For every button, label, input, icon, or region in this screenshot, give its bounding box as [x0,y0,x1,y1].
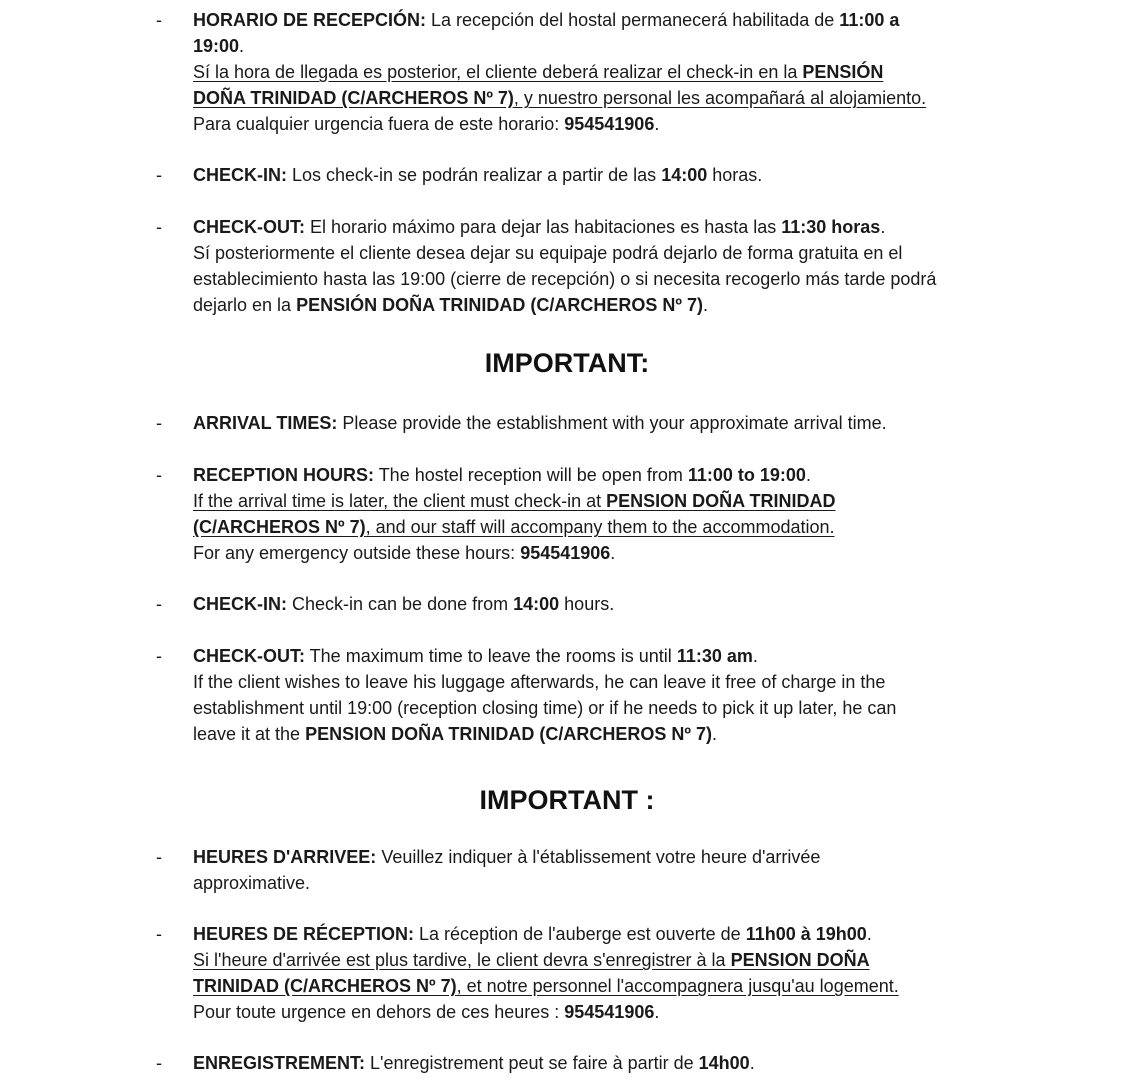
es-checkout-item: CHECK-OUT: El horario máximo para dejar las habitaciones es hasta las 11:30 horas. Sí posteriormente el cliente desea dejar su equipaje podrá dejarlo de forma gratuita en el establecimiento hasta las 19:00 (cierre de recepción) o si necesita recogerlo más tarde podrá dejarlo en la PENSIÓN DOÑA TRINIDAD (C/ARCHEROS Nº 7). [193,217,937,315]
fr-arrival-item: HEURES D'ARRIVEE: Veuillez indiquer à l'établissement votre heure d'arrivée approximative. [193,847,821,893]
bullet: - [156,594,162,614]
fr-reception-label: HEURES DE RÉCEPTION: [193,924,415,944]
bullet: - [156,924,162,944]
es-emergency-line: Para cualquier urgencia fuera de este horario: 954541906. [193,114,660,134]
es-late-arrival-note: Sí la hora de llegada es posterior, el cliente deberá realizar el check-in en la PENSIÓN [193,62,884,82]
bullet: - [156,165,162,185]
en-reception-item: RECEPTION HOURS: The hostel reception will be open from 11:00 to 19:00. If the arrival time is later, the client must check-in at PENSION DOÑA TRINIDAD (C/ARCHEROS Nº 7), and our staff will accompany them to the accommodation. For any emergency outside these hours: 954541906. [193,462,1093,566]
english-heading: IMPORTANT: [484,348,650,378]
es-checkin-label: CHECK-IN: [193,165,287,185]
bullet: - [156,217,162,237]
fr-checkin-item: ENREGISTREMENT: L'enregistrement peut se faire à partir de 14h00. [193,1053,755,1073]
bullet: - [156,413,162,433]
en-arrival-label: ARRIVAL TIMES: [193,413,338,433]
en-checkout-label: CHECK-OUT: [193,646,305,666]
bullet: - [156,847,162,867]
es-checkin-item: CHECK-IN: Los check-in se podrán realizar a partir de las 14:00 horas. [193,165,763,185]
en-emergency-line: For any emergency outside these hours: 954541906. [193,543,616,563]
fr-reception-item: HEURES DE RÉCEPTION: La réception de l'auberge est ouverte de 11h00 à 19h00. Si l'heure d'arrivée est plus tardive, le client devra s'enregistrer à la PENSION DOÑA TRINIDAD (C/ARCHEROS Nº 7), et notre personnel l'accompagnera jusqu'au logement. Pour toute urgence en dehors de ces heures : 954541906. [193,921,1093,1025]
en-emergency-phone: 954541906 [520,543,611,563]
fr-emergency-line: Pour toute urgence en dehors de ces heures : 954541906. [193,1002,660,1022]
fr-checkin-label: ENREGISTREMENT: [193,1053,366,1073]
es-reception-hours: 11:00 a [839,10,900,30]
en-checkout-item: CHECK-OUT: The maximum time to leave the rooms is until 11:30 am. If the client wishes to leave his luggage afterwards, he can leave it free of charge in the establishment until 19:00 (reception closing time) or if he needs to pick it up later, he can leave it at the PENSION DOÑA TRINIDAD (C/ARCHEROS Nº 7). [193,646,897,744]
fr-emergency-phone: 954541906 [564,1002,655,1022]
es-reception-label: HORARIO DE RECEPCIÓN: [193,10,427,30]
en-late-arrival-note: If the arrival time is later, the client must check-in at PENSION DOÑA TRINIDAD [193,491,836,511]
en-checkin-label: CHECK-IN: [193,594,287,614]
bullet: - [156,465,162,485]
es-checkout-label: CHECK-OUT: [193,217,305,237]
en-arrival-item: ARRIVAL TIMES: Please provide the establishment with your approximate arrival time. [193,413,887,433]
french-heading: IMPORTANT : [479,785,655,815]
bullet: - [156,10,162,30]
en-checkin-item: CHECK-IN: Check-in can be done from 14:00 hours. [193,594,615,614]
en-reception-label: RECEPTION HOURS: [193,465,375,485]
fr-late-arrival-note: Si l'heure d'arrivée est plus tardive, le client devra s'enregistrer à la PENSION DOÑA [193,950,870,970]
fr-arrival-label: HEURES D'ARRIVEE: [193,847,377,867]
bullet: - [156,1053,162,1073]
bullet: - [156,646,162,666]
es-reception-item: HORARIO DE RECEPCIÓN: La recepción del hostal permanecerá habilitada de 11:00 a 19:00. Sí la hora de llegada es posterior, el cliente deberá realizar el check-in en la PENSIÓN DOÑA TRINIDAD (C/ARCHEROS Nº 7), y nuestro personal les acompañará al alojamiento. Para cualquier urgencia fuera de este horario: 954541906. [193,7,1093,137]
es-emergency-phone: 954541906 [564,114,655,134]
